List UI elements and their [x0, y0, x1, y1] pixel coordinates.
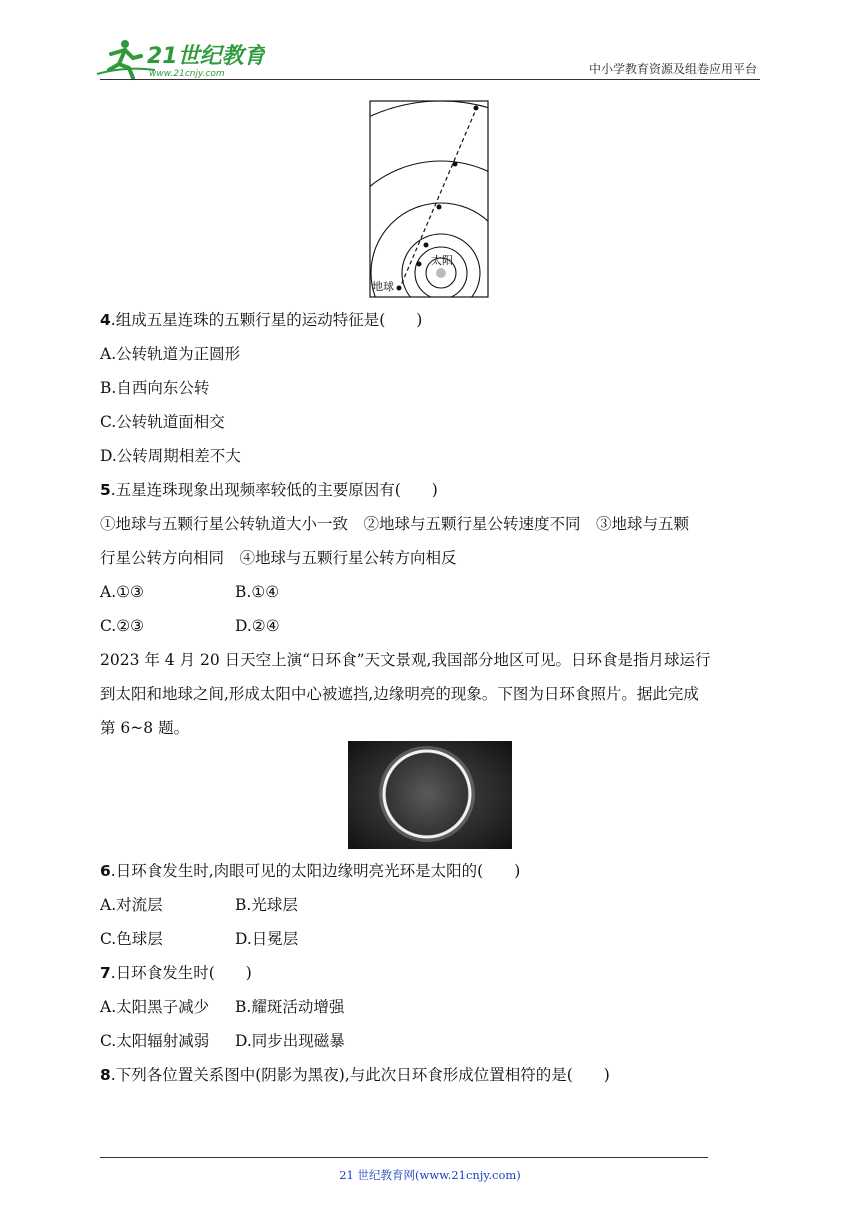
- intro-line-3: 第 6~8 题。: [100, 719, 190, 737]
- svg-text:21世纪教育: 21世纪教育: [147, 44, 265, 69]
- q7-option-d: D.同步出现磁暴: [235, 1032, 345, 1050]
- planet-dot-1: [417, 262, 422, 267]
- intro-line-2: 到太阳和地球之间,形成太阳中心被遮挡,边缘明亮的现象。下图为日环食照片。据此完成: [100, 685, 699, 703]
- svg-text:www.21cnjy.com: www.21cnjy.com: [149, 69, 225, 79]
- q4-option-c: C.公转轨道面相交: [100, 413, 225, 431]
- q6-option-row-2: [100, 929, 299, 949]
- header-divider: [100, 79, 760, 80]
- q6-option-row-1: [100, 895, 298, 915]
- earth-dot: [397, 286, 402, 291]
- q6-option-a: A.对流层: [100, 896, 163, 914]
- question-8-stem: 8.下列各位置关系图中(阴影为黑夜),与此次日环食形成位置相符的是( ): [100, 1066, 610, 1084]
- planet-dot-3: [437, 205, 442, 210]
- q7-option-b: B.耀斑活动增强: [235, 998, 345, 1016]
- q5-option-d: D.②④: [235, 617, 280, 635]
- footer-divider: [100, 1157, 708, 1158]
- q6-option-b: B.光球层: [235, 896, 298, 914]
- sun-label: 太阳: [431, 254, 453, 267]
- q5-statements-line2: 行星公转方向相同 ④地球与五颗行星公转方向相反: [100, 549, 457, 567]
- q4-option-b: B.自西向东公转: [100, 379, 210, 397]
- q7-option-a: A.太阳黑子减少: [100, 998, 210, 1016]
- orbit-diagram: [369, 100, 489, 298]
- planet-dot-2: [424, 243, 429, 248]
- q5-statements-line1: ①地球与五颗行星公转轨道大小一致 ②地球与五颗行星公转速度不同 ③地球与五颗: [100, 515, 690, 533]
- planet-dot-4: [453, 162, 458, 167]
- question-5-stem: 5.五星连珠现象出现频率较低的主要原因有( ): [100, 481, 438, 499]
- q7-option-c: C.太阳辐射减弱: [100, 1032, 210, 1050]
- q5-option-c: C.②③: [100, 617, 145, 635]
- header-platform-text: 中小学教育资源及组卷应用平台: [588, 62, 757, 76]
- q6-option-c: C.色球层: [100, 930, 163, 948]
- question-6-stem: 6.日环食发生时,肉眼可见的太阳边缘明亮光环是太阳的( ): [100, 862, 521, 880]
- question-7-stem: 7.日环食发生时( ): [100, 964, 252, 982]
- site-logo: [95, 38, 265, 82]
- q5-option-row-1: [100, 582, 280, 602]
- diagram-frame: [370, 101, 488, 297]
- earth-label: 地球: [372, 280, 394, 293]
- intro-line-1: 2023 年 4 月 20 日天空上演“日环食”天文景观,我国部分地区可见。日环食是指月球运行: [100, 651, 711, 669]
- q5-option-a: A.①③: [100, 583, 144, 601]
- sun-marker: [436, 268, 446, 278]
- q4-option-d: D.公转周期相差不大: [100, 447, 241, 465]
- q7-option-row-2: [100, 1031, 345, 1051]
- q5-option-row-2: [100, 616, 280, 636]
- question-4-stem: 4.组成五星连珠的五颗行星的运动特征是( ): [100, 311, 423, 329]
- q6-option-d: D.日冕层: [235, 930, 299, 948]
- annular-eclipse-photo: [348, 741, 512, 849]
- q5-option-b: B.①④: [235, 583, 280, 601]
- planet-dot-5: [474, 106, 479, 111]
- q7-option-row-1: [100, 997, 345, 1017]
- footer-site-link[interactable]: 21 世纪教育网(www.21cnjy.com): [339, 1168, 521, 1182]
- q4-option-a: A.公转轨道为正圆形: [100, 345, 241, 363]
